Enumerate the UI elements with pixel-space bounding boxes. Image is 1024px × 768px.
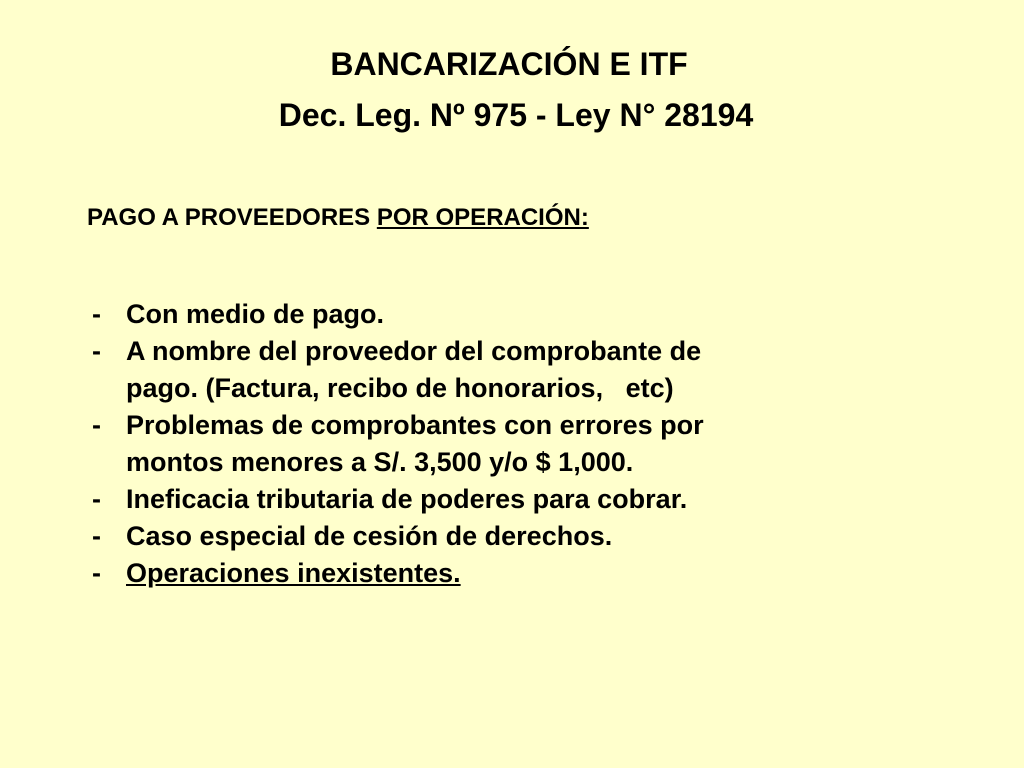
bullet-dash: -	[92, 410, 101, 440]
bullet-item-ineficacia-tributaria	[92, 481, 704, 518]
bullet-dash: -	[92, 521, 101, 551]
bullet-text: Problemas de comprobantes con errores por	[126, 410, 704, 440]
section-heading-underlined: POR OPERACIÓN:	[376, 204, 589, 231]
bullet-dash: -	[92, 336, 101, 366]
bullet-dash: -	[92, 558, 101, 588]
bullet-text-continuation: montos menores a S/. 3,500 y/o $ 1,000.	[126, 447, 634, 477]
bullet-text: Operaciones inexistentes.	[126, 558, 461, 588]
bullet-item-medio-de-pago	[92, 296, 704, 333]
bullet-item-problemas-comprobantes	[92, 407, 704, 481]
bullet-text: Con medio de pago.	[126, 299, 385, 329]
slide-subtitle: Dec. Leg. Nº 975 - Ley N° 28194	[278, 97, 754, 133]
slide-title: BANCARIZACIÓN E ITF	[330, 46, 688, 82]
bullet-list	[92, 296, 704, 592]
bullet-text: A nombre del proveedor del comprobante de	[126, 336, 702, 366]
section-heading-plain: PAGO A PROVEEDORES	[87, 204, 377, 231]
bullet-item-a-nombre-del-proveedor	[92, 333, 704, 407]
bullet-item-cesion-de-derechos	[92, 518, 704, 555]
section-heading	[87, 203, 589, 233]
bullet-dash: -	[92, 299, 101, 329]
bullet-dash: -	[92, 484, 101, 514]
bullet-item-operaciones-inexistentes	[92, 555, 704, 592]
bullet-text-continuation: pago. (Factura, recibo de honorarios, etc)	[126, 373, 674, 403]
bullet-text: Caso especial de cesión de derechos.	[126, 521, 613, 551]
bullet-text: Ineficacia tributaria de poderes para cobrar.	[126, 484, 688, 514]
